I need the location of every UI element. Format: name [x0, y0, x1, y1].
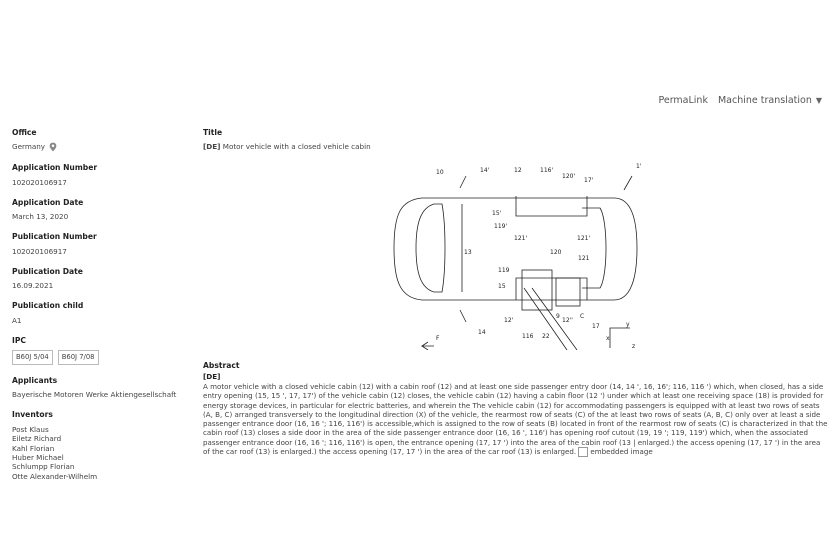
- abstract-text: A motor vehicle with a closed vehicle cabin (12) with a cabin roof (12) and at least one side passenger entry door (14, 14 ', 16, 16'; 116, 116 ') which, when closed, has a side entry opening (15, 15 ', 17, 17') of the vehicle cabin (12) closes, the vehicle cabin (12) having a cabin floor (12 ') under which at least one receiving space (18) is provided for energy storage devices, in particular for electric batteries, and wherein the The vehicle cabin (12) for accommodating passengers is equipped with at least two rows of seats (A, B, C) arranged transversely to the longitudinal direction (X) of the vehicle, the rearmost row of seats (C) of the at least two rows of seats (A, B, C) only over at least a side passenger entrance door (16, 16 '; 116, 116') is accessible,which is assigned to the row of seats (B) located in front of the rearmost row of seats (C) is characterized in that the cabin roof (13) closes a side door in the area of the side passenger entrance door (16, 16 ', 116') has opening roof cutout (19, 19 '; 119, 119') which, when the associated passenger entrance door (16, 16 '; 116, 116') is open, the entrance opening (17, 17 ') into the area of the cabin roof (13 | enlarged.) the access opening (17, 17 ') in the area of the car roof (13) is enlarged.) the access opening (17, 17 ') in the area of the car roof (13) is enlarged.: [203, 382, 828, 456]
- office-label: Office: [12, 128, 37, 137]
- publication-kind-value: A1: [12, 315, 22, 325]
- drawing-label: 14: [478, 329, 486, 336]
- application-date-label: Application Date: [12, 197, 84, 207]
- publication-date-field: [12, 267, 192, 290]
- axis-label-z: z: [632, 343, 636, 350]
- applicant-name: Bayerische Motoren Werke Aktiengesellschaft: [12, 390, 177, 400]
- title-lang: [DE]: [203, 142, 221, 151]
- inventor-name: Huber Michael: [12, 452, 64, 462]
- title-section: [203, 128, 829, 151]
- drawing-label: 119': [494, 223, 508, 230]
- publication-date-value: 16.09.2021: [12, 281, 54, 291]
- office-country: Germany: [12, 142, 46, 152]
- drawing-label: 9: [556, 313, 560, 320]
- inventor-name: Eiletz Richard: [12, 434, 62, 444]
- broken-image-icon: [578, 447, 588, 457]
- drawing-label: 120: [550, 249, 562, 256]
- inventor-name: Schlumpp Florian: [12, 462, 75, 472]
- drawing-label: 1': [636, 163, 642, 170]
- inventors-field: [12, 410, 192, 481]
- inventor-name: Post Klaus: [12, 424, 49, 434]
- details-panel: [12, 128, 192, 492]
- drawing-label: C: [580, 313, 585, 320]
- abstract-section: [203, 361, 829, 457]
- drawing-label: 17: [592, 323, 600, 330]
- application-date-value: March 13, 2020: [12, 212, 69, 222]
- office-value: [12, 142, 192, 152]
- ipc-badge[interactable]: B60J 5/04: [12, 350, 53, 364]
- abstract-label: Abstract: [203, 361, 240, 370]
- office-field: [12, 128, 192, 152]
- drawing-label: 12: [514, 167, 522, 174]
- drawing-label: 15: [498, 283, 506, 290]
- publication-date-label: Publication Date: [12, 266, 83, 276]
- patent-drawing: [382, 160, 644, 350]
- ipc-badges: [12, 350, 192, 364]
- drawing-label: 15': [492, 210, 502, 217]
- embedded-image-alt: embedded image: [590, 446, 653, 456]
- inventor-name: Kahl Florian: [12, 443, 55, 453]
- publication-number-field: [12, 232, 192, 255]
- title-text: [203, 142, 829, 151]
- drawing-label: 17': [584, 177, 594, 184]
- abstract-lang: [DE]: [203, 371, 221, 381]
- axis-label-x: x: [606, 335, 610, 342]
- publication-kind-field: [12, 301, 192, 324]
- title-value: Motor vehicle with a closed vehicle cabin: [222, 142, 371, 151]
- applicants-label: Applicants: [12, 375, 58, 385]
- publication-number-value: 102020106917: [12, 246, 67, 256]
- publication-number-label: Publication Number: [12, 232, 97, 242]
- application-number-value: 102020106917: [12, 177, 67, 187]
- drawing-label: 12': [504, 317, 514, 324]
- drawing-label: 10: [436, 169, 444, 176]
- inventors-label: Inventors: [12, 410, 53, 420]
- drawing-label: 116': [540, 167, 554, 174]
- drawing-label: 121': [577, 235, 591, 242]
- drawing-label: 119: [498, 267, 510, 274]
- ipc-field: [12, 336, 192, 365]
- ipc-badge[interactable]: B60J 7/08: [58, 350, 99, 364]
- map-pin-icon[interactable]: [49, 142, 57, 152]
- inventor-name: Otte Alexander-Wilhelm: [12, 471, 98, 481]
- application-date-field: [12, 198, 192, 221]
- top-links: [658, 95, 822, 106]
- drawing-label: 13: [464, 249, 472, 256]
- application-number-label: Application Number: [12, 163, 98, 173]
- permalink-link[interactable]: PermaLink: [658, 95, 708, 106]
- publication-kind-label: Publication child: [12, 301, 84, 311]
- title-label: Title: [203, 128, 223, 137]
- drawing-label: 12'': [562, 317, 573, 324]
- axis-label-y: y: [626, 321, 630, 328]
- drawing-label: 120': [562, 173, 576, 180]
- application-number-field: [12, 163, 192, 186]
- ipc-label: IPC: [12, 335, 26, 345]
- applicants-field: [12, 376, 192, 399]
- machine-translation-dropdown[interactable]: [718, 95, 822, 106]
- direction-label: F: [436, 335, 440, 342]
- drawing-label: 116: [522, 333, 534, 340]
- machine-translation-label: Machine translation: [717, 95, 812, 106]
- caret-down-icon: ▼: [815, 96, 822, 105]
- drawing-label: 22: [542, 333, 550, 340]
- drawing-label: 121': [514, 235, 528, 242]
- drawing-label: 121: [578, 255, 590, 262]
- drawing-label: 14': [480, 167, 490, 174]
